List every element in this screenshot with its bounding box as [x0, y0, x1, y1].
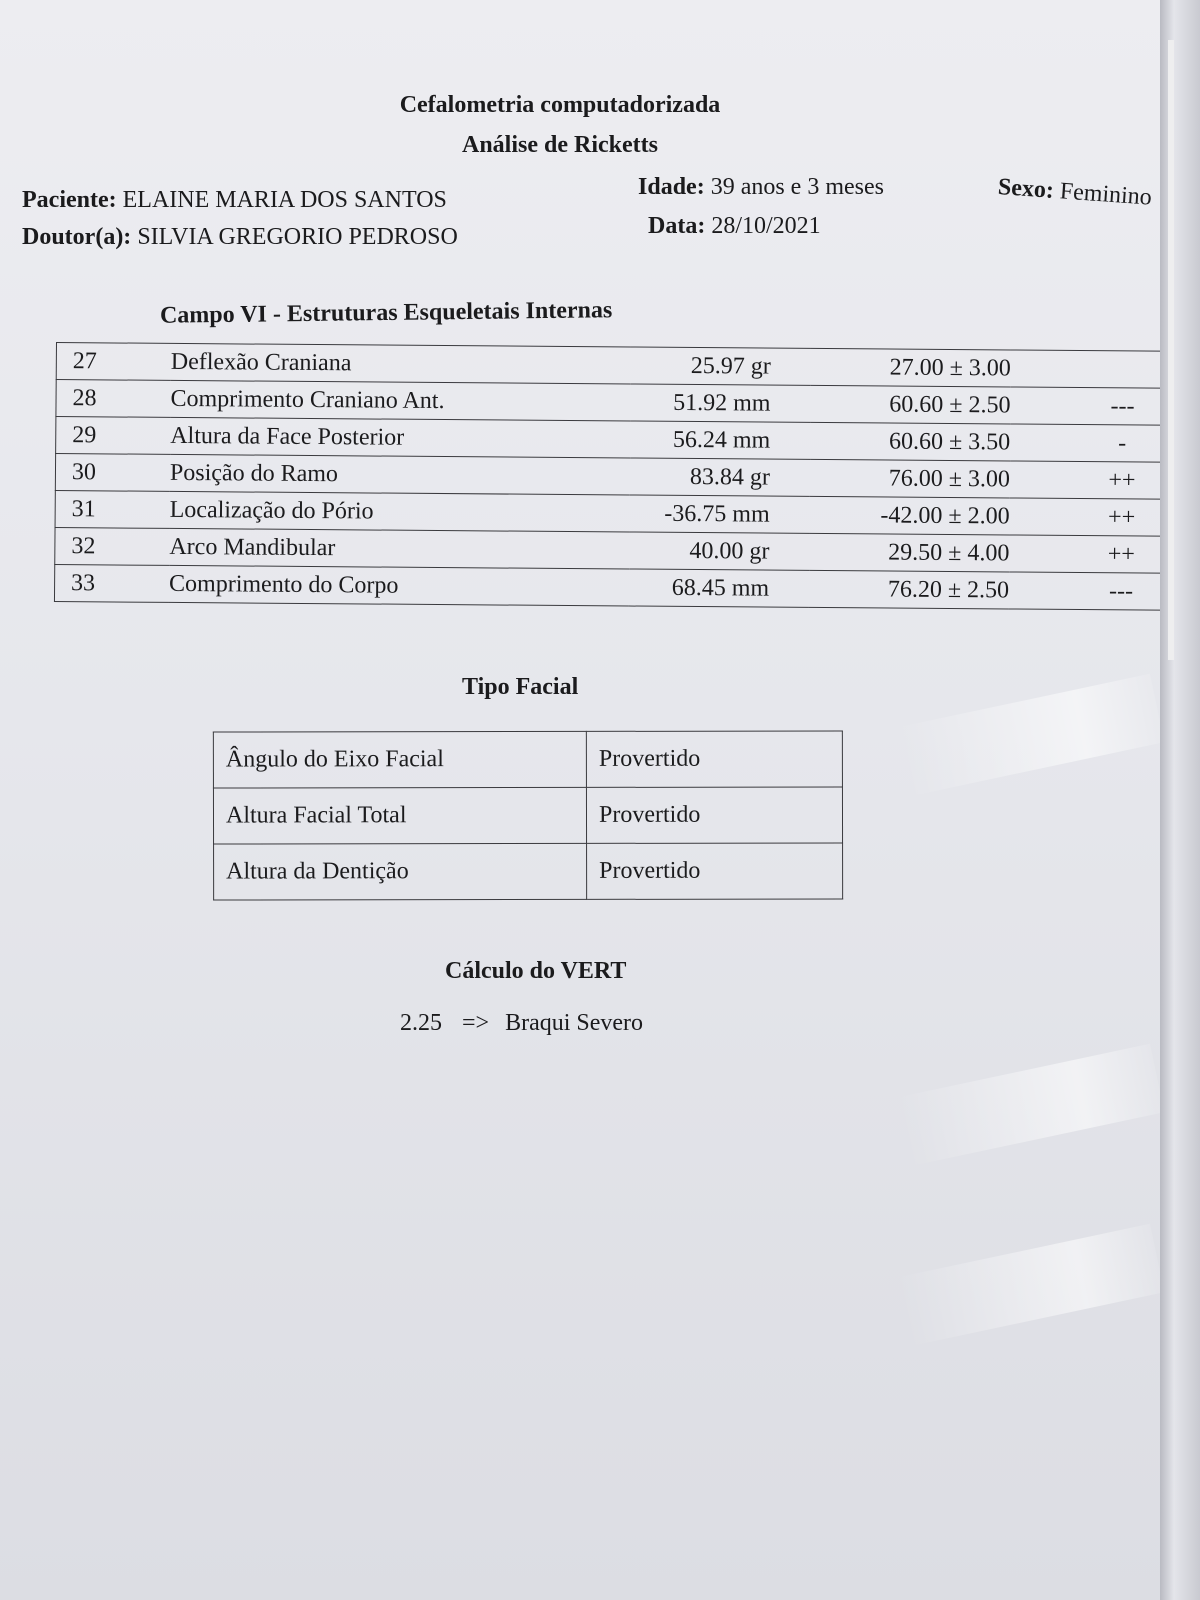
binder-edge [1160, 0, 1200, 1600]
skeletal-structures-table [54, 342, 1160, 611]
measure-name: Arco Mandibular [169, 528, 629, 569]
measure-flag: ++ [1010, 498, 1160, 536]
measure-value: 51.92 mm [630, 384, 810, 422]
measure-norm: 76.00 ± 3.00 [810, 459, 1010, 498]
sex-label: Sexo: [997, 174, 1055, 204]
doctor-label: Doutor(a): [22, 224, 132, 250]
vert-value: 2.25 [400, 1010, 442, 1036]
measure-name: Comprimento do Corpo [169, 565, 629, 606]
doctor-name: SILVIA GREGORIO PEDROSO [137, 224, 458, 250]
document-title: Cefalometria computadorizada [399, 92, 721, 118]
facial-measure-value: Provertido [587, 843, 843, 899]
table-row [213, 787, 842, 844]
glare-band [896, 1224, 1160, 1347]
facial-measure-value: Provertido [586, 787, 842, 843]
vert-title: Cálculo do VERT [445, 958, 627, 984]
sex-value: Feminino [1058, 178, 1153, 211]
vert-arrow: => [462, 1010, 490, 1036]
table-row [214, 843, 843, 900]
measure-flag: --- [1009, 572, 1160, 610]
table-row [213, 731, 842, 788]
vert-classification: Braqui Severo [505, 1010, 644, 1036]
measure-name: Posição do Ramo [170, 454, 630, 495]
measure-value: -36.75 mm [630, 495, 810, 533]
measure-name: Deflexão Craniana [171, 343, 631, 384]
measure-norm: 27.00 ± 3.00 [811, 348, 1011, 387]
measure-number: 32 [55, 527, 170, 565]
measure-norm: 76.20 ± 2.50 [809, 570, 1009, 609]
measure-value: 83.84 gr [630, 458, 810, 496]
measure-number: 30 [55, 454, 170, 492]
patient-name: ELAINE MARIA DOS SANTOS [122, 187, 447, 213]
facial-measure-label: Altura da Dentição [214, 843, 587, 900]
document-subtitle: Análise de Ricketts [462, 132, 658, 158]
age-label: Idade: [638, 174, 705, 200]
doctor-field [22, 224, 458, 251]
measure-norm: 60.60 ± 2.50 [810, 385, 1010, 424]
measure-name: Altura da Face Posterior [170, 417, 630, 458]
facial-measure-value: Provertido [586, 731, 842, 787]
age-value: 39 anos e 3 meses [710, 174, 884, 200]
measure-value: 68.45 mm [629, 569, 809, 607]
patient-label: Paciente: [22, 187, 117, 213]
facial-type-table [213, 730, 843, 900]
age-field [638, 174, 884, 201]
facial-measure-label: Ângulo do Eixo Facial [213, 731, 586, 788]
measure-number: 27 [56, 343, 171, 381]
glare-band [896, 674, 1160, 797]
measure-value: 40.00 gr [629, 532, 809, 570]
measure-norm: -42.00 ± 2.00 [810, 496, 1010, 535]
measure-name: Localização do Pório [170, 491, 630, 532]
facial-measure-label: Altura Facial Total [213, 787, 586, 844]
campo-vi-title: Campo VI - Estruturas Esqueletais Internas [159, 297, 613, 329]
measure-flag: --- [1010, 387, 1160, 425]
glare-band [896, 1044, 1160, 1167]
date-value: 28/10/2021 [711, 213, 821, 239]
measure-flag [1011, 350, 1160, 388]
measure-flag: ++ [1009, 535, 1160, 573]
measure-flag: - [1010, 424, 1160, 462]
measure-number: 29 [56, 417, 171, 455]
date-field [648, 213, 821, 240]
measure-value: 56.24 mm [630, 421, 810, 459]
measure-flag: ++ [1010, 461, 1160, 499]
measure-number: 31 [55, 490, 170, 528]
patient-field [22, 187, 447, 214]
measure-value: 25.97 gr [631, 347, 811, 385]
tipo-facial-title: Tipo Facial [462, 674, 579, 700]
measure-norm: 29.50 ± 4.00 [809, 533, 1009, 572]
measure-name: Comprimento Craniano Ant. [170, 380, 630, 421]
measure-number: 28 [56, 380, 171, 418]
measure-number: 33 [54, 564, 169, 602]
vert-result [400, 1010, 643, 1037]
measure-norm: 60.60 ± 3.50 [810, 422, 1010, 461]
table-row [54, 564, 1160, 610]
sex-field [997, 174, 1153, 212]
date-label: Data: [648, 213, 706, 239]
